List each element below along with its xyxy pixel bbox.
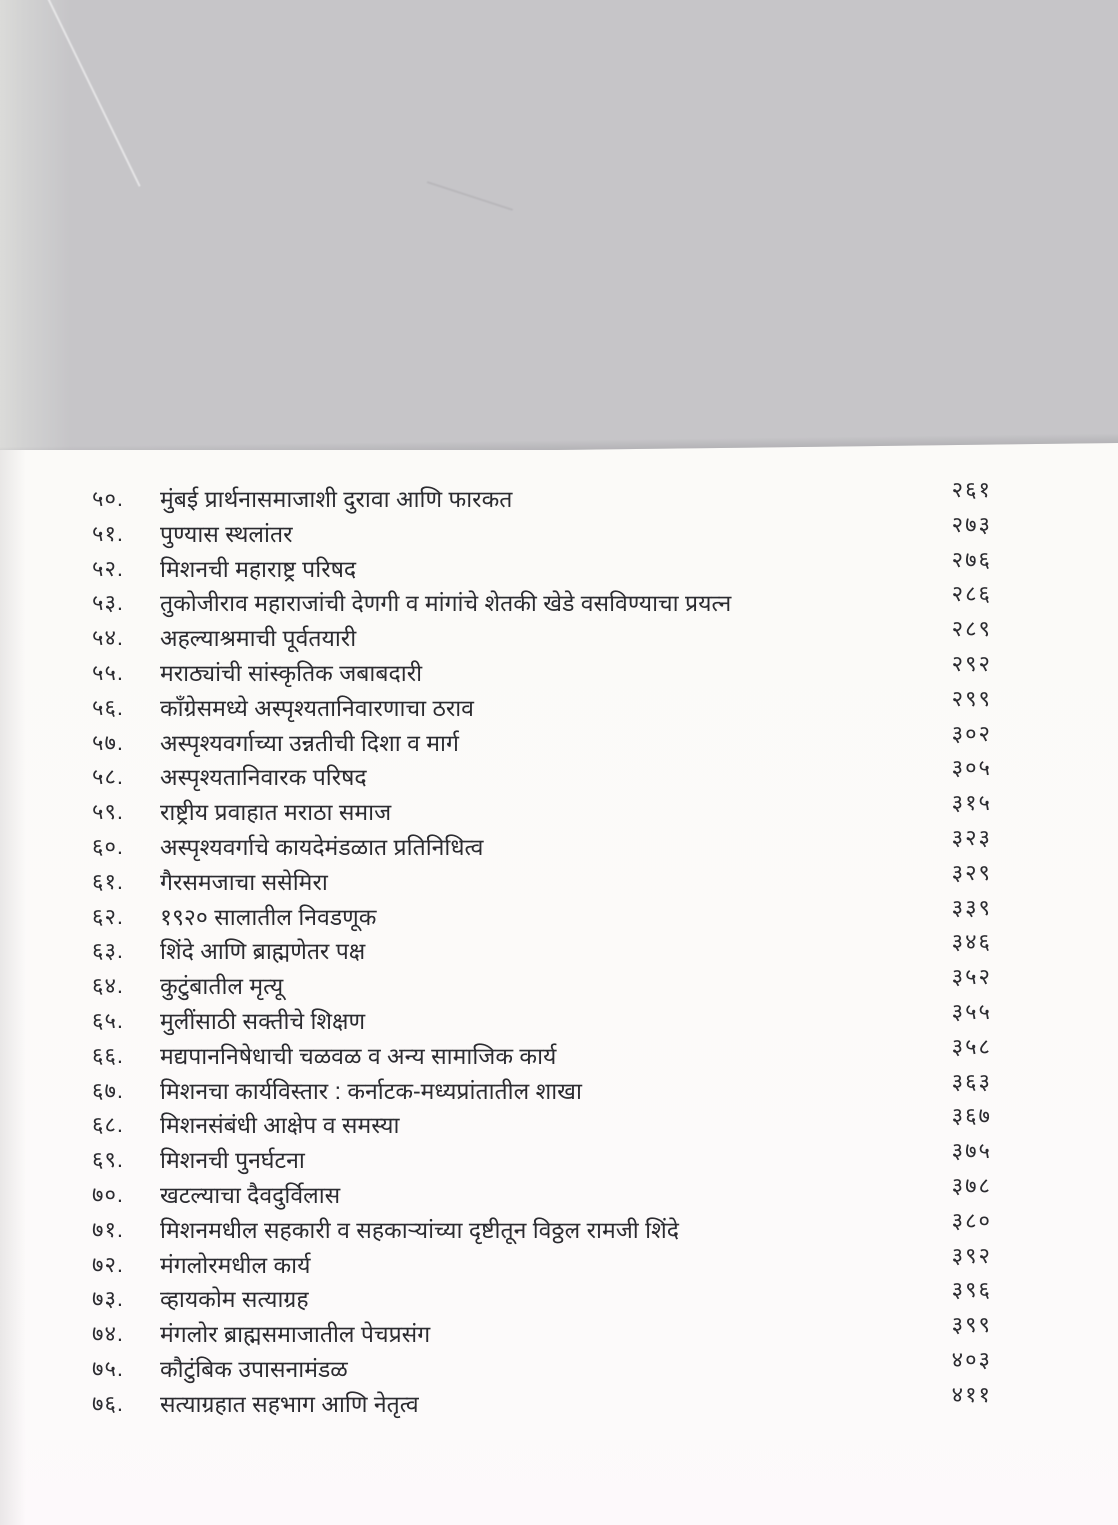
toc-entry-page: ३१५ (951, 790, 992, 816)
toc-entry-number: ५६. (92, 694, 124, 720)
toc-entry (92, 964, 992, 1006)
toc-entry-number: ६०. (92, 833, 124, 859)
toc-entry-number: ५१. (92, 520, 124, 546)
toc-entry-title: अस्पृश्यतानिवारक परिषद (160, 764, 367, 791)
toc-entry (92, 511, 992, 554)
page-left-shadow (0, 450, 26, 1525)
toc-entry-page: २९९ (951, 685, 992, 711)
toc-entry (92, 894, 992, 937)
toc-entry (92, 755, 992, 797)
toc-entry-page: ३५५ (951, 998, 992, 1024)
toc-entry (92, 477, 992, 519)
fold-crease (427, 181, 513, 210)
page-edge-highlight (0, 0, 70, 460)
toc-entry-title: मंगलोरमधील कार्य (160, 1251, 311, 1278)
toc-entry (92, 616, 992, 658)
toc-entry-number: ६६. (92, 1042, 124, 1068)
toc-entry-page: ३४६ (951, 929, 992, 955)
toc-entry-number: ६१. (92, 868, 124, 894)
toc-entry-number: ६४. (92, 973, 124, 999)
toc-entry (92, 998, 992, 1041)
toc-entry (92, 1172, 992, 1215)
toc-entry-number: ६२. (92, 903, 124, 929)
toc-entry-number: ५५. (92, 659, 124, 685)
toc-entry-page: ३५८ (951, 1033, 992, 1059)
toc-entry-page: ३६७ (951, 1103, 992, 1129)
toc-entry-page: ३९६ (951, 1277, 992, 1303)
toc-entry-number: ६३. (92, 938, 124, 964)
toc-entry (92, 929, 992, 971)
toc-entry (92, 546, 992, 589)
toc-entry-page: ३०५ (951, 755, 992, 781)
toc-entry (92, 859, 992, 902)
toc-entry-title: मिशनमधील सहकारी व सहकाऱ्यांच्या दृष्टीतून विठ्ठल रामजी शिंदे (160, 1216, 679, 1243)
toc-entry-page: २९२ (951, 650, 992, 676)
toc-entry-title: खटल्याचा दैवदुर्विलास (160, 1181, 341, 1208)
toc-entry-title: तुकोजीराव महाराजांची देणगी व मांगांचे शेतकी खेडे वसविण्याचा प्रयत्न (160, 590, 732, 617)
toc-entry (92, 650, 992, 693)
toc-entry-number: ५८. (92, 764, 124, 790)
toc-entry-number: ५४. (92, 625, 124, 651)
toc-entry-number: ७१. (92, 1216, 124, 1242)
toc-entry-title: मिशनसंबंधी आक्षेप व समस्या (160, 1112, 400, 1139)
toc-entry (92, 1138, 992, 1180)
toc-entry (92, 824, 992, 867)
toc-entry (92, 1068, 992, 1111)
toc-entry-page: ३७८ (951, 1172, 992, 1198)
toc-entry-title: अस्पृश्यवर्गाच्या उन्नतीची दिशा व मार्ग (160, 729, 459, 756)
toc-entry-page: ३५२ (951, 964, 992, 990)
toc-entry-title: काँग्रेसमध्ये अस्पृश्यतानिवारणाचा ठराव (160, 694, 474, 721)
toc-entry-number: ६९. (92, 1147, 124, 1173)
toc-entry-title: मुंबई प्रार्थनासमाजाशी दुरावा आणि फारकत (160, 486, 513, 512)
toc-entry-title: सत्याग्रहात सहभाग आणि नेतृत्व (160, 1390, 419, 1417)
toc-entry-number: ७०. (92, 1181, 124, 1207)
toc-entry-title: कुटुंबातील मृत्यू (160, 973, 284, 1000)
toc-entry-number: ७३. (92, 1286, 124, 1312)
toc-entry-title: राष्ट्रीय प्रवाहात मराठा समाज (160, 799, 392, 826)
toc-entry (92, 1103, 992, 1145)
toc-entry-title: शिंदे आणि ब्राह्मणेतर पक्ष (160, 938, 366, 965)
toc-entry-number: ६८. (92, 1112, 124, 1138)
toc-entry (92, 1207, 992, 1250)
toc-entry-title: मुलींसाठी सक्तीचे शिक्षण (160, 1007, 366, 1034)
toc-entry-page: ३६३ (951, 1068, 992, 1094)
toc-entry-number: ५७. (92, 729, 124, 755)
toc-entry-number: ५३. (92, 590, 124, 616)
toc-entry-number: ७२. (92, 1251, 124, 1277)
toc-entry-title: मिशनची पुनर्घटना (160, 1147, 305, 1174)
toc-entry-title: पुण्यास स्थलांतर (160, 520, 293, 547)
toc-entry (92, 720, 992, 763)
toc-entry-page: २७३ (951, 511, 992, 537)
toc-entry-page: २७६ (951, 546, 992, 572)
toc-list (92, 477, 992, 1424)
toc-entry-title: मद्यपाननिषेधाची चळवळ व अन्य सामाजिक कार्य (160, 1042, 557, 1069)
toc-entry-page: २८६ (951, 581, 992, 607)
toc-entry-page: ३९९ (951, 1312, 992, 1338)
toc-entry-title: कौटुंबिक उपासनामंडळ (160, 1355, 348, 1382)
toc-entry-title: मराठ्यांची सांस्कृतिक जबाबदारी (160, 659, 423, 686)
toc-entry-title: अस्पृश्यवर्गाचे कायदेमंडळात प्रतिनिधित्व (160, 833, 484, 860)
toc-entry-title: अहल्याश्रमाची पूर्वतयारी (160, 625, 357, 652)
toc-entry-page: ३०२ (951, 720, 992, 746)
toc-entry-title: व्हायकोम सत्याग्रह (160, 1286, 309, 1313)
toc-entry-number: ७६. (92, 1390, 124, 1416)
toc-entry (92, 790, 992, 832)
toc-entry-page: ३२९ (951, 859, 992, 885)
toc-entry-title: मंगलोर ब्राह्मसमाजातील पेचप्रसंग (160, 1321, 431, 1348)
toc-entry-number: ५०. (92, 486, 124, 511)
toc-entry-number: ५९. (92, 799, 124, 825)
toc-entry-number: ५२. (92, 555, 124, 581)
toc-entry-page: ३९२ (951, 1242, 992, 1268)
toc-entry-title: मिशनची महाराष्ट्र परिषद (160, 555, 357, 582)
toc-entry-number: ६७. (92, 1077, 124, 1103)
toc-entry-page: ४०३ (951, 1346, 992, 1372)
toc-entry (92, 1346, 992, 1389)
toc-entry-page: २६१ (951, 477, 992, 502)
toc-entry-page: ३७५ (951, 1138, 992, 1164)
toc-entry (92, 685, 992, 728)
toc-entry (92, 1033, 992, 1076)
toc-entry (92, 1381, 992, 1424)
toc-entry-title: मिशनचा कार्यविस्तार : कर्नाटक-मध्यप्रांतातील शाखा (160, 1077, 582, 1104)
toc-entry-number: ७४. (92, 1321, 124, 1347)
toc-entry-number: ७५. (92, 1355, 124, 1381)
toc-entry-number: ६५. (92, 1007, 124, 1033)
scanner-background (0, 0, 1118, 460)
toc-entry-title: गैरसमजाचा ससेमिरा (160, 868, 328, 895)
toc-entry-page: २८९ (951, 616, 992, 642)
toc-entry (92, 581, 992, 623)
toc-entry-page: ३२३ (951, 824, 992, 850)
toc-entry (92, 1242, 992, 1285)
toc-entry-page: ३८० (951, 1207, 992, 1233)
toc-entry-title: १९२० सालातील निवडणूक (160, 903, 377, 930)
toc-entry (92, 1277, 992, 1319)
toc-entry (92, 1312, 992, 1354)
toc-entry-page: ३३९ (951, 894, 992, 920)
toc-entry-page: ४११ (951, 1381, 992, 1407)
